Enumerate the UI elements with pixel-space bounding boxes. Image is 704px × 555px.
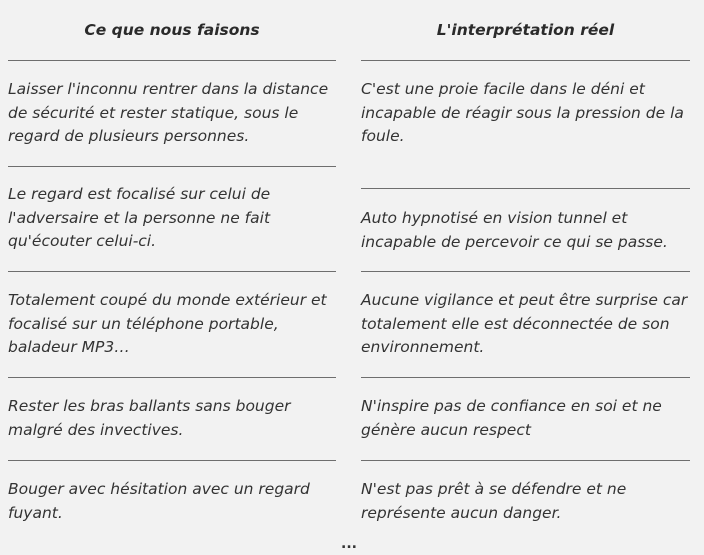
row-divider: [361, 377, 690, 378]
row-divider: [361, 271, 690, 272]
column-header-what-we-do: Ce que nous faisons: [84, 21, 260, 39]
row-divider: [361, 60, 690, 61]
table-cell-left-5: Bouger avec hésitation avec un regard fuyant.: [8, 480, 310, 522]
row-divider: [8, 460, 336, 461]
table-cell-right-5: N'est pas prêt à se défendre et ne représente aucun danger.: [361, 480, 627, 522]
row-divider: [8, 377, 336, 378]
row-divider: [8, 166, 336, 167]
table-cell-left-3: Totalement coupé du monde extérieur et focalisé sur un téléphone portable, baladeur MP3…: [8, 291, 327, 356]
table-cell-right-2: Auto hypnotisé en vision tunnel et incapable de percevoir ce qui se passe.: [361, 209, 668, 251]
row-divider: [361, 460, 690, 461]
row-divider: [8, 60, 336, 61]
table-cell-right-4: N'inspire pas de confiance en soi et ne génère aucun respect: [361, 397, 662, 439]
row-divider: [8, 271, 336, 272]
table-cell-left-2: Le regard est focalisé sur celui de l'adversaire et la personne ne fait qu'écouter celui-ci.: [8, 185, 271, 250]
table-cell-left-1: Laisser l'inconnu rentrer dans la distance de sécurité et rester statique, sous le regard de plusieurs personnes.: [8, 80, 329, 145]
continuation-ellipsis: ...: [341, 536, 357, 552]
table-cell-right-1: C'est une proie facile dans le déni et incapable de réagir sous la pression de la foule.: [361, 80, 684, 145]
column-header-real-interpretation: L'interprétation réel: [436, 21, 615, 39]
table-cell-left-4: Rester les bras ballants sans bouger malgré des invectives.: [8, 397, 291, 439]
row-divider: [361, 188, 690, 189]
table-cell-right-3: Aucune vigilance et peut être surprise car totalement elle est déconnectée de son environnement.: [361, 291, 688, 356]
